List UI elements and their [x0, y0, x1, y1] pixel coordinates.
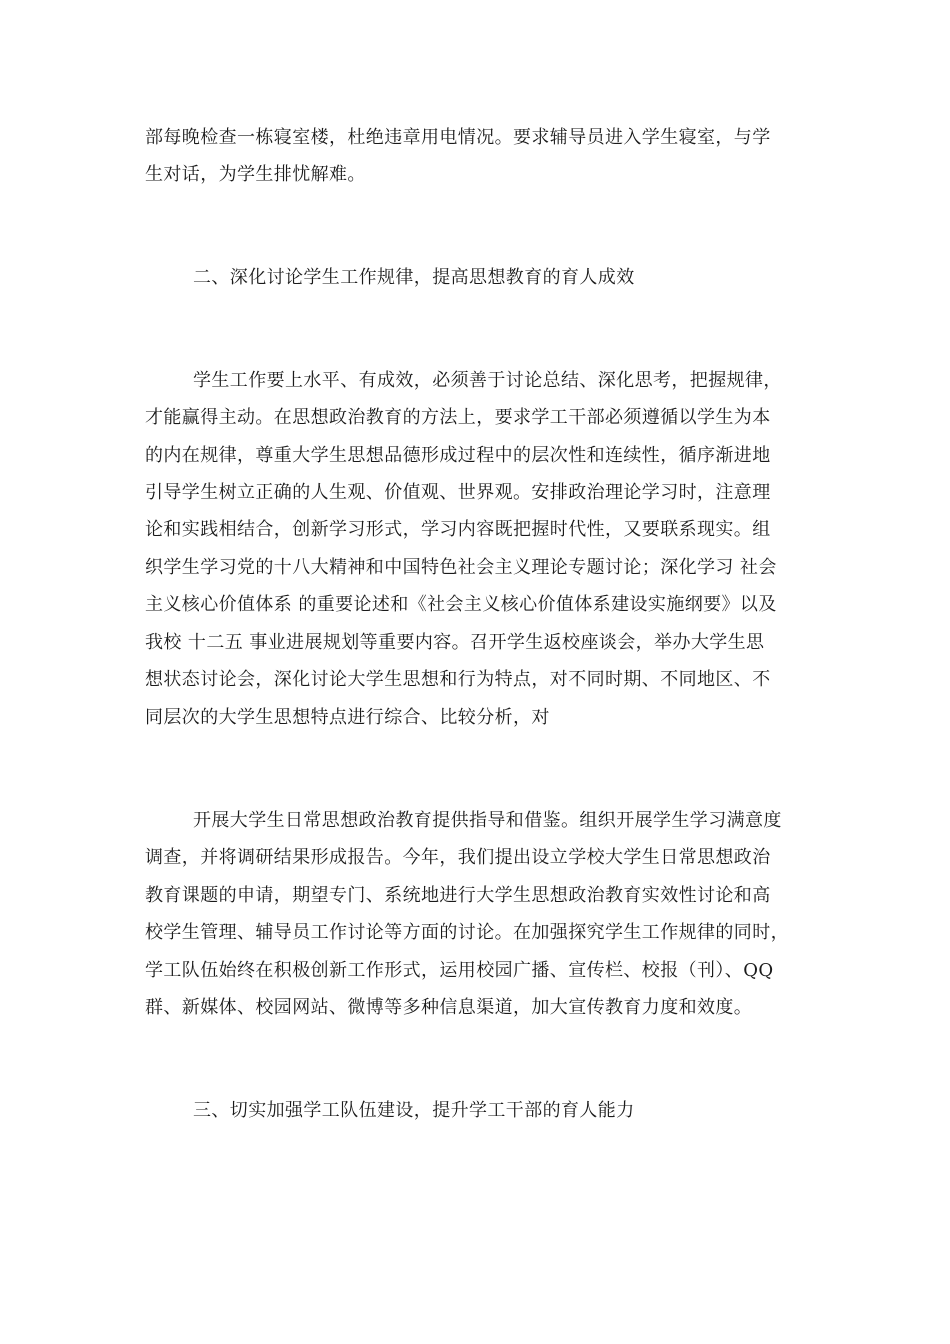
- intro-line-1: 部每晚检查一栋寝室楼，杜绝违章用电情况。要求辅导员进入学生寝室，与学: [145, 127, 771, 148]
- s2p2-line-1: 开展大学生日常思想政治教育提供指导和借鉴。组织开展学生学习满意度: [193, 810, 782, 831]
- s2p1-line-1: 学生工作要上水平、有成效，必须善于讨论总结、深化思考，把握规律，: [193, 370, 782, 391]
- s2p1-line-6: 织学生学习党的十八大精神和中国特色社会主义理论专题讨论；深化学习 社会: [145, 557, 777, 578]
- s2p2-line-2: 调查，并将调研结果形成报告。今年，我们提出设立学校大学生日常思想政治: [145, 847, 771, 868]
- intro-line-2: 生对话，为学生排忧解难。: [145, 164, 366, 185]
- s2p1-line-5: 论和实践相结合，创新学习形式，学习内容既把握时代性，又要联系现实。组: [145, 519, 771, 540]
- s2p1-line-8: 我校 十二五 事业进展规划等重要内容。召开学生返校座谈会，举办大学生思: [145, 632, 765, 653]
- s2p1-line-7: 主义核心价值体系 的重要论述和《社会主义核心价值体系建设实施纲要》以及: [145, 594, 777, 615]
- section-two-heading: 二、深化讨论学生工作规律，提高思想教育的育人成效: [193, 267, 635, 288]
- s2p2-line-3: 教育课题的申请，期望专门、系统地进行大学生思想政治教育实效性讨论和高: [145, 885, 771, 906]
- s2p2-line-6: 群、新媒体、校园网站、微博等多种信息渠道，加大宣传教育力度和效度。: [145, 997, 753, 1018]
- s2p2-line-5: 学工队伍始终在积极创新工作形式，运用校园广播、宣传栏、校报（刊）、QQ: [145, 960, 774, 981]
- s2p1-line-10: 同层次的大学生思想特点进行综合、比较分析，对: [145, 707, 550, 728]
- s2p2-line-4: 校学生管理、辅导员工作讨论等方面的讨论。在加强探究学生工作规律的同时，: [145, 922, 789, 943]
- section-three-heading: 三、切实加强学工队伍建设，提升学工干部的育人能力: [193, 1100, 635, 1121]
- s2p1-line-3: 的内在规律，尊重大学生思想品德形成过程中的层次性和连续性，循序渐进地: [145, 445, 771, 466]
- s2p1-line-2: 才能赢得主动。在思想政治教育的方法上，要求学工干部必须遵循以学生为本: [145, 407, 771, 428]
- s2p1-line-4: 引导学生树立正确的人生观、价值观、世界观。安排政治理论学习时，注意理: [145, 482, 771, 503]
- s2p1-line-9: 想状态讨论会，深化讨论大学生思想和行为特点，对不同时期、不同地区、不: [145, 669, 771, 690]
